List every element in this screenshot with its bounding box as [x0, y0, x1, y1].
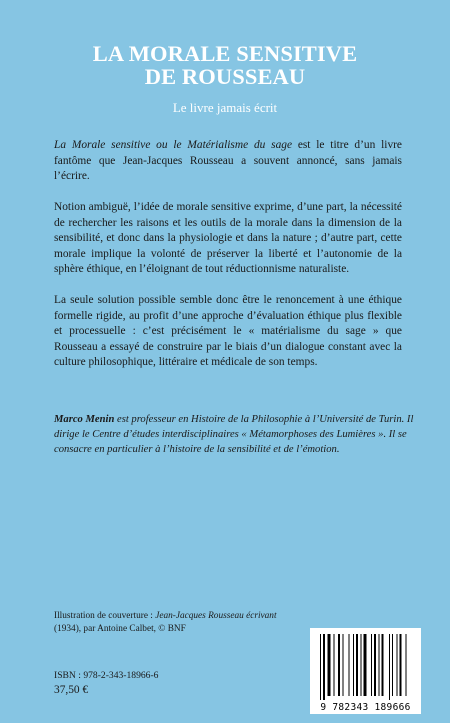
barcode-bar	[323, 634, 325, 700]
price: 37,50 €	[54, 684, 89, 696]
author-name: Marco Menin	[54, 414, 115, 425]
book-subtitle: Le livre jamais écrit	[172, 100, 278, 115]
barcode-bar	[338, 634, 340, 696]
barcode-bar	[400, 634, 402, 696]
barcode-bar	[334, 634, 335, 696]
barcode-digits: 9 782343 189666	[320, 702, 411, 713]
blurb-paragraph-3: La seule solution possible semble donc être le renoncement à une éthique formelle rigide, au profit d’une approche d’évaluation éthique plus flexible et processuelle : c’est précisément le « matérialisme du sage » que Rousseau a essayé de construire par le biais d’un dialogue constant avec la culture philosophique, littéraire et médicale de son temps.	[54, 294, 402, 368]
barcode-bar	[389, 634, 390, 700]
isbn: ISBN : 978-2-343-18966-6	[54, 670, 159, 681]
cover-illustration-credit	[54, 610, 294, 636]
credit-work-title: Jean-Jacques Rousseau écrivant	[155, 611, 277, 621]
barcode-bar	[371, 634, 372, 696]
barcode-bar	[320, 634, 321, 700]
barcode-bar	[397, 634, 398, 696]
blurb	[54, 138, 402, 386]
title-line-2: DE ROUSSEAU	[144, 64, 306, 89]
book-title-italic: La Morale sensitive ou le Matérialisme du sage	[54, 139, 293, 151]
barcode	[310, 628, 421, 714]
barcode-bar	[361, 634, 362, 696]
author-bio-text: est professeur en Histoire de la Philosophie à l’Université de Turin. Il dirige le Centre d’études interdisciplinaires « Métamorphoses des Lumières ». Il se consacre en particulier à l’histoire de la sensibilité et de l’émotion.	[54, 414, 414, 455]
blurb-paragraph-1-rest: est le titre d’un livre fantôme que Jean-Jacques Rousseau a souvent annoncé, sans jamais l’écrire.	[54, 139, 402, 182]
barcode-bar	[379, 634, 380, 696]
barcode-bar	[374, 634, 376, 696]
barcode-bar	[328, 634, 331, 696]
blurb-paragraph-1	[54, 138, 402, 185]
book-title	[0, 42, 450, 88]
barcode-bar	[343, 634, 344, 696]
barcode-bar	[406, 634, 407, 696]
credit-suffix: (1934), par Antoine Calbet, © BNF	[54, 624, 186, 634]
blurb-paragraph-2: Notion ambiguë, l’idée de morale sensitive exprime, d’une part, la nécessité de rechercher les raisons et les outils de la morale dans la dimension de la sensibilité, et donc dans la physiologie et dans la nature ; d’autre part, cette morale implique la volonté de préserver la liberté et l’autonomie de la sphère éthique, en l’éloignant de tout réductionnisme naturaliste.	[54, 201, 402, 275]
barcode-bar	[349, 634, 350, 696]
author-bio	[54, 412, 414, 457]
barcode-bar	[392, 634, 393, 696]
barcode-bar	[353, 634, 354, 696]
barcode-bar	[382, 634, 384, 696]
barcode-bar	[356, 634, 358, 696]
title-line-1: LA MORALE SENSITIVE	[92, 41, 358, 66]
barcode-bar	[364, 634, 367, 696]
credit-prefix: Illustration de couverture :	[54, 611, 156, 621]
barcode-bars	[310, 628, 421, 702]
